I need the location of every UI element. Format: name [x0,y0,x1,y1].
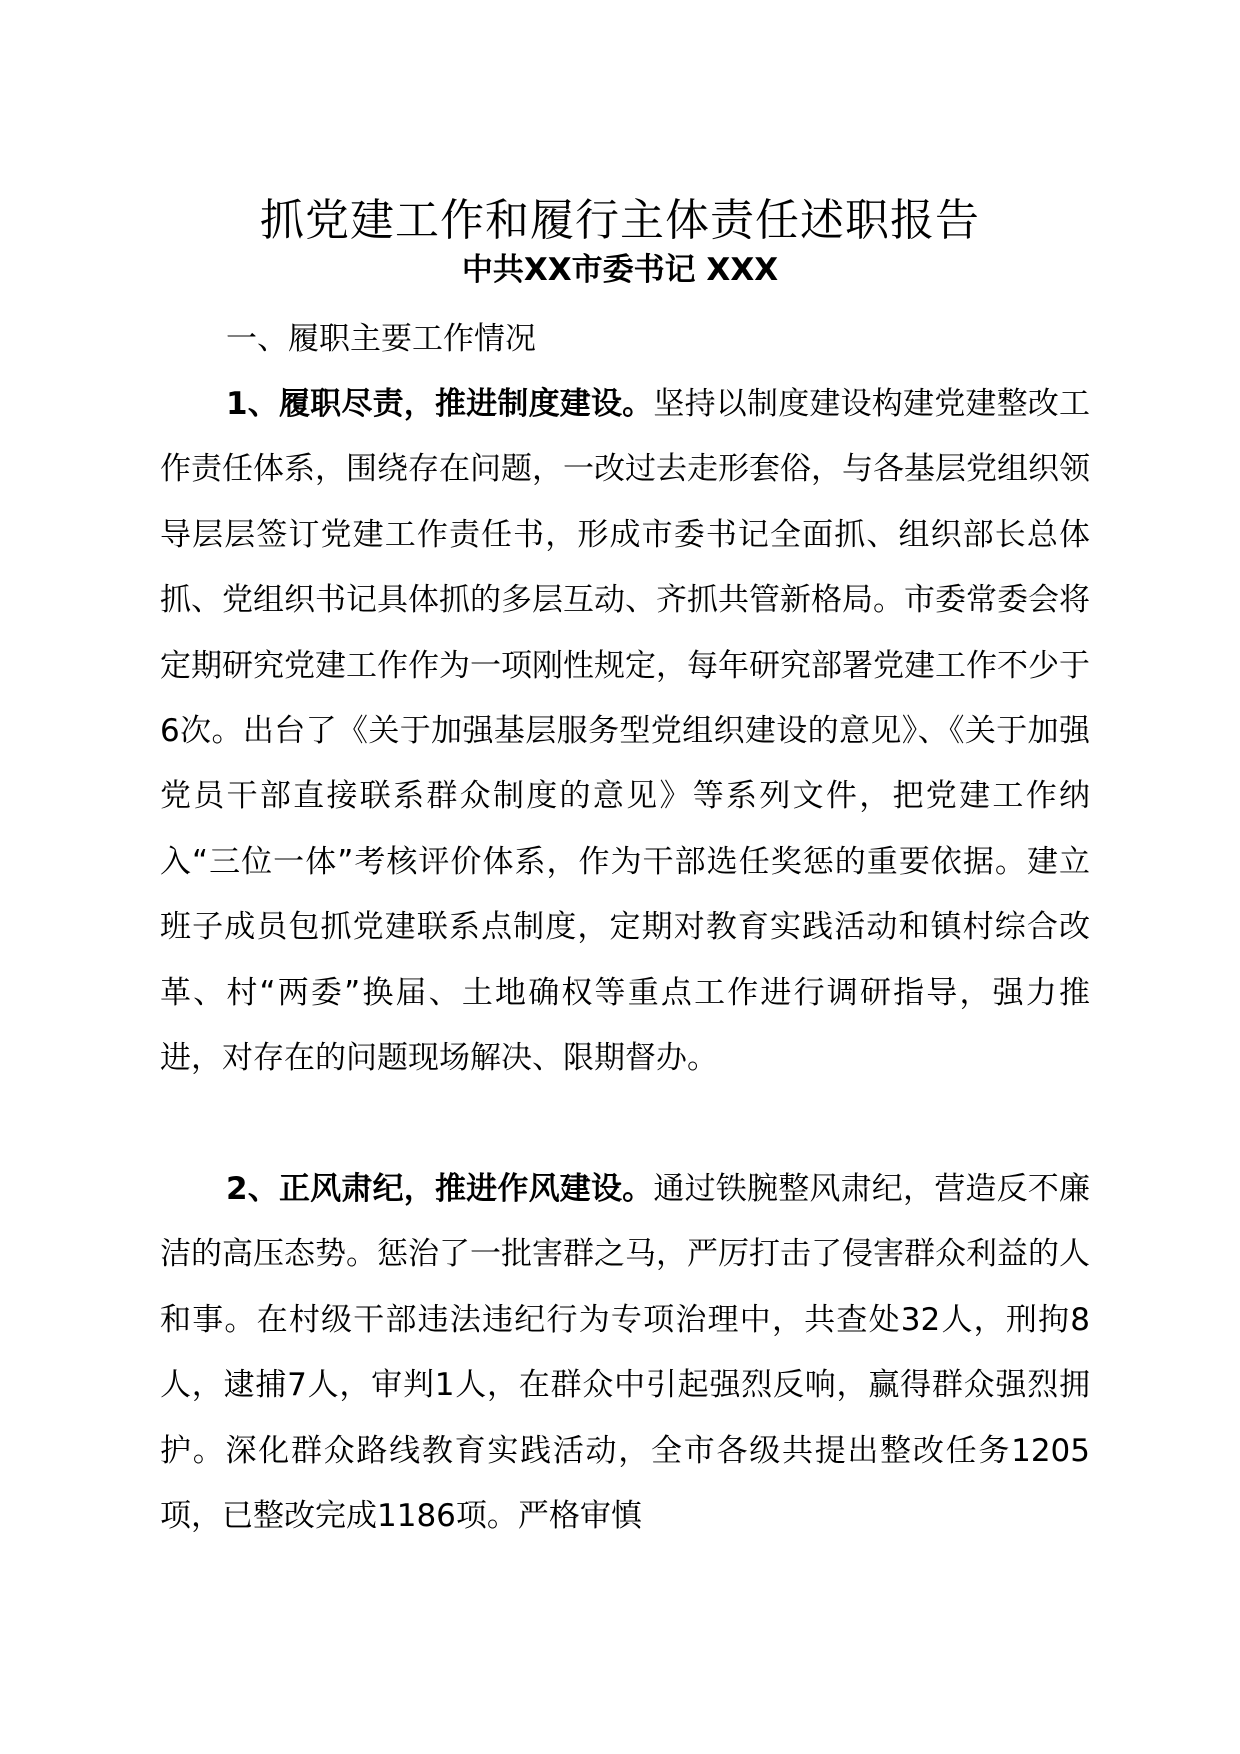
document-author: 中共XX市委书记 XXX [461,252,779,288]
paragraph-1 [160,372,1090,1091]
paragraph-2-text: 通过铁腕整风肃纪，营造反不廉洁的高压态势。惩治了一批害群之马，严厉打击了侵害群众利益的人和事。在村级干部违法违纪行为专项治理中，共查处32人，刑拘8人，逮捕7人，审判1人，在群众中引起强烈反响，赢得群众强烈拥护。深化群众路线教育实践活动，全市各级共提出整改任务1205项，已整改完成1186项。严格审慎 [160,1171,1090,1535]
paragraph-2 [160,1157,1090,1549]
paragraph-2-lead: 2、正风肃纪，推进作风建设。 [226,1171,654,1207]
paragraph-1-text: 坚持以制度建设构建党建整改工作责任体系，围绕存在问题，一改过去走形套俗，与各基层党组织领导层层签订党建工作责任书，形成市委书记全面抓、组织部长总体抓、党组织书记具体抓的多层互动、齐抓共管新格局。市委常委会将定期研究党建工作作为一项刚性规定，每年研究部署党建工作不少于6次。出台了《关于加强基层服务型党组织建设的意见》、《关于加强党员干部直接联系群众制度的意见》等系列文件，把党建工作纳入“三位一体”考核评价体系，作为干部选任奖惩的重要依据。建立班子成员包抓党建联系点制度，定期对教育实践活动和镇村综合改革、村“两委”换届、土地确权等重点工作进行调研指导，强力推进，对存在的问题现场解决、限期督办。 [160,386,1090,1077]
paragraph-1-lead: 1、履职尽责，推进制度建设。 [226,386,654,422]
section-heading: 一、履职主要工作情况 [226,321,536,357]
document-title: 抓党建工作和履行主体责任述职报告 [260,195,980,247]
